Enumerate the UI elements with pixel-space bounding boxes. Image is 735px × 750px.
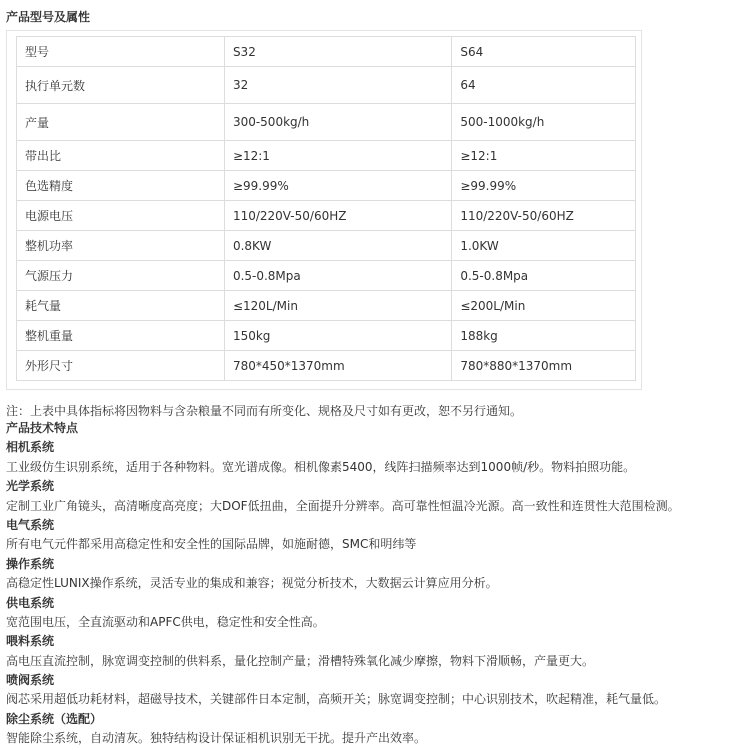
spec-table-container xyxy=(6,30,642,390)
section-text: 工业级仿生识别系统，适用于各种物料。宽光谱成像。相机像素5400，线阵扫描频率达到1000帧/秒。物料拍照功能。 xyxy=(6,459,636,474)
table-row xyxy=(17,321,636,351)
spec-value-cell: ≥12:1 xyxy=(224,141,451,171)
table-note: 注：上表中具体指标将因物料与含杂粮量不同而有所变化、规格及尺寸如有更改，恕不另行通知。 xyxy=(6,404,523,418)
table-row xyxy=(17,171,636,201)
spec-value-cell: 500-1000kg/h xyxy=(452,104,636,141)
section-heading: 供电系统 xyxy=(6,595,55,610)
spec-value-cell: 188kg xyxy=(452,321,636,351)
spec-label-cell: 整机重量 xyxy=(17,321,225,351)
section-heading: 喷阀系统 xyxy=(6,673,55,688)
section-text: 阀芯采用超低功耗材料，超磁导技术，关键部件日本定制，高频开关；脉宽调变控制；中心识别技术，吹起精准，耗气量低。 xyxy=(6,692,667,707)
section-heading: 除尘系统（选配） xyxy=(6,711,103,726)
spec-label-cell: 执行单元数 xyxy=(17,67,225,104)
spec-label-cell: 产量 xyxy=(17,104,225,141)
table-row xyxy=(17,261,636,291)
section-text: 宽范围电压，全直流驱动和APFC供电，稳定性和安全性高。 xyxy=(6,614,325,629)
section-heading: 产品技术特点 xyxy=(6,421,79,435)
spec-value-cell: 110/220V-50/60HZ xyxy=(224,201,451,231)
section-text: 高电压直流控制，脉宽调变控制的供料系，量化控制产量；滑槽特殊氧化减少摩擦，物料下滑顺畅，产量更大。 xyxy=(6,653,595,668)
table-row xyxy=(17,291,636,321)
section-text: 所有电气元件都采用高稳定性和安全性的国际品牌，如施耐德，SMC和明纬等 xyxy=(6,537,417,552)
spec-label-cell: 色选精度 xyxy=(17,171,225,201)
section-heading: 相机系统 xyxy=(6,440,55,455)
spec-label-cell: 耗气量 xyxy=(17,291,225,321)
spec-value-cell: S32 xyxy=(224,37,451,67)
spec-value-cell: 0.5-0.8Mpa xyxy=(452,261,636,291)
spec-value-cell: ≤200L/Min xyxy=(452,291,636,321)
spec-value-cell: ≤120L/Min xyxy=(224,291,451,321)
spec-value-cell: 32 xyxy=(224,67,451,104)
section-heading: 操作系统 xyxy=(6,556,55,571)
table-row xyxy=(17,351,636,381)
spec-value-cell: 300-500kg/h xyxy=(224,104,451,141)
spec-value-cell: ≥12:1 xyxy=(452,141,636,171)
section-text: 高稳定性LUNIX操作系统，灵活专业的集成和兼容；视觉分析技术，大数据云计算应用分析。 xyxy=(6,576,498,591)
spec-value-cell: 0.8KW xyxy=(224,231,451,261)
spec-table xyxy=(16,36,636,381)
section-text: 定制工业广角镜头，高清晰度高亮度；大DOF低扭曲，全面提升分辨率。高可靠性恒温冷光源。高一致性和连贯性大范围检测。 xyxy=(6,498,680,513)
spec-value-cell: 780*450*1370mm xyxy=(224,351,451,381)
spec-label-cell: 型号 xyxy=(17,37,225,67)
table-row xyxy=(17,37,636,67)
spec-value-cell: 150kg xyxy=(224,321,451,351)
spec-value-cell: ≥99.99% xyxy=(452,171,636,201)
spec-label-cell: 电源电压 xyxy=(17,201,225,231)
section-heading: 光学系统 xyxy=(6,479,55,494)
spec-value-cell: 110/220V-50/60HZ xyxy=(452,201,636,231)
table-row xyxy=(17,67,636,104)
page-title: 产品型号及属性 xyxy=(6,10,91,24)
feature-sections xyxy=(6,419,735,749)
spec-label-cell: 气源压力 xyxy=(17,261,225,291)
spec-label-cell: 整机功率 xyxy=(17,231,225,261)
spec-value-cell: 64 xyxy=(452,67,636,104)
table-row xyxy=(17,201,636,231)
spec-value-cell: ≥99.99% xyxy=(224,171,451,201)
section-heading: 电气系统 xyxy=(6,517,55,532)
table-row xyxy=(17,141,636,171)
section-text: 智能除尘系统，自动清灰。独特结构设计保证相机识别无干扰。提升产出效率。 xyxy=(6,731,427,746)
section-heading: 喂料系统 xyxy=(6,634,55,649)
spec-label-cell: 外形尺寸 xyxy=(17,351,225,381)
spec-value-cell: S64 xyxy=(452,37,636,67)
spec-label-cell: 带出比 xyxy=(17,141,225,171)
table-row xyxy=(17,104,636,141)
spec-value-cell: 780*880*1370mm xyxy=(452,351,636,381)
spec-value-cell: 0.5-0.8Mpa xyxy=(224,261,451,291)
table-row xyxy=(17,231,636,261)
spec-value-cell: 1.0KW xyxy=(452,231,636,261)
